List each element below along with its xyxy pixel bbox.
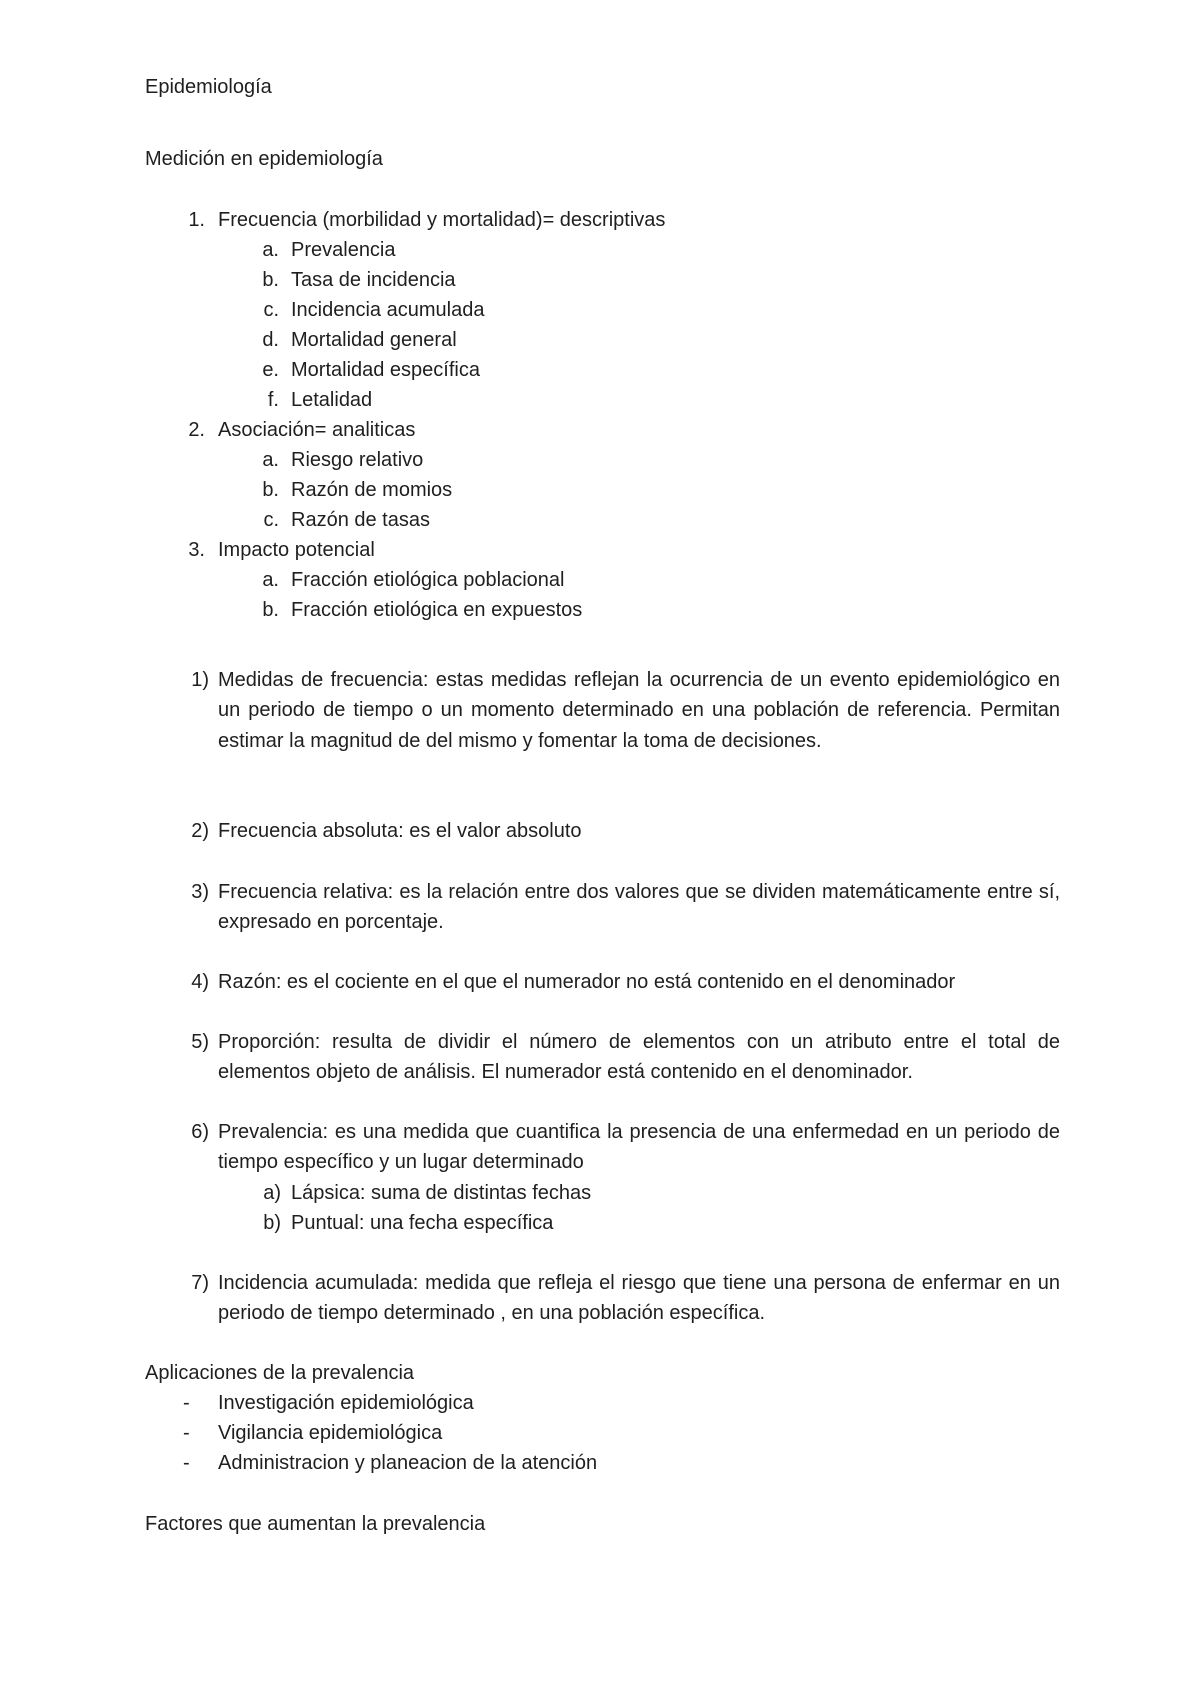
definition-number: 7)	[191, 1272, 209, 1294]
outline-label: Asociación= analiticas	[218, 419, 416, 441]
outline-item-letter: c.	[263, 299, 279, 321]
applications-item: Vigilancia epidemiológica	[218, 1422, 443, 1444]
definition-subitem: Lápsica: suma de distintas fechas	[291, 1182, 592, 1204]
definition-number: 2)	[191, 820, 209, 842]
factors-heading: Factores que aumentan la prevalencia	[145, 1513, 486, 1535]
definition-number: 3)	[191, 881, 209, 903]
definition-number: 1)	[191, 669, 209, 691]
bullet-dash: -	[183, 1392, 190, 1414]
definition-number: 5)	[191, 1031, 209, 1053]
definition-text: Razón: es el cociente en el que el numerador no está contenido en el denominador	[218, 971, 956, 993]
definition-text: Frecuencia absoluta: es el valor absoluto	[218, 820, 582, 842]
applications-item: Investigación epidemiológica	[218, 1392, 474, 1414]
definition-text: Frecuencia relativa: es la relación entre dos valores que se dividen matemáticamente entre sí, expresado en porcentaje.	[218, 881, 1060, 934]
outline-item-letter: b.	[262, 479, 279, 501]
definition-subitem: Puntual: una fecha específica	[291, 1212, 554, 1234]
outline-item: Letalidad	[291, 389, 373, 411]
bullet-dash: -	[183, 1422, 190, 1444]
outline-item: Tasa de incidencia	[291, 269, 456, 291]
definition-subitem-letter: b)	[263, 1212, 281, 1234]
outline-item: Prevalencia	[291, 239, 396, 261]
outline-item-letter: c.	[263, 509, 279, 531]
applications-item: Administracion y planeacion de la atención	[218, 1452, 598, 1474]
outline-item-letter: a.	[262, 569, 279, 591]
definition-number: 4)	[191, 971, 209, 993]
bullet-dash: -	[183, 1452, 190, 1474]
outline-label: Impacto potencial	[218, 539, 375, 561]
outline-label: Frecuencia (morbilidad y mortalidad)= descriptivas	[218, 209, 666, 231]
definition-number: 6)	[191, 1121, 209, 1143]
outline-item: Riesgo relativo	[291, 449, 424, 471]
outline-item-letter: d.	[262, 329, 279, 351]
outline-number: 3.	[188, 539, 205, 561]
definition-text: Prevalencia: es una medida que cuantifica la presencia de una enfermedad en un periodo de tiempo específico y un lugar determinado	[218, 1121, 1060, 1174]
outline-item: Fracción etiológica en expuestos	[291, 599, 583, 621]
outline-item: Mortalidad específica	[291, 359, 480, 381]
outline-item-letter: b.	[262, 269, 279, 291]
outline-item: Razón de tasas	[291, 509, 430, 531]
outline-item-letter: b.	[262, 599, 279, 621]
outline-item-letter: a.	[262, 239, 279, 261]
outline-item-letter: f.	[267, 389, 279, 411]
outline-item: Fracción etiológica poblacional	[291, 569, 565, 591]
section-heading: Medición en epidemiología	[145, 148, 383, 170]
definition-text: Incidencia acumulada: medida que refleja el riesgo que tiene una persona de enfermar en un periodo de tiempo determinado , en una población específica.	[218, 1272, 1060, 1325]
outline-item: Razón de momios	[291, 479, 453, 501]
outline-item: Incidencia acumulada	[291, 299, 485, 321]
document-title: Epidemiología	[145, 76, 272, 98]
outline-item-letter: e.	[262, 359, 279, 381]
outline-number: 2.	[188, 419, 205, 441]
applications-heading: Aplicaciones de la prevalencia	[145, 1362, 415, 1384]
outline-number: 1.	[188, 209, 205, 231]
outline-item: Mortalidad general	[291, 329, 457, 351]
definition-text: Proporción: resulta de dividir el número de elementos con un atributo entre el total de elementos objeto de análisis. El numerador está contenido en el denominador.	[218, 1031, 1060, 1084]
outline-item-letter: a.	[262, 449, 279, 471]
definition-subitem-letter: a)	[263, 1182, 281, 1204]
definition-text: Medidas de frecuencia: estas medidas reflejan la ocurrencia de un evento epidemiológico en un periodo de tiempo o un momento determinado en una población de referencia. Permitan estimar la magnitud de del mismo y fomentar la toma de decisiones.	[218, 669, 1060, 752]
